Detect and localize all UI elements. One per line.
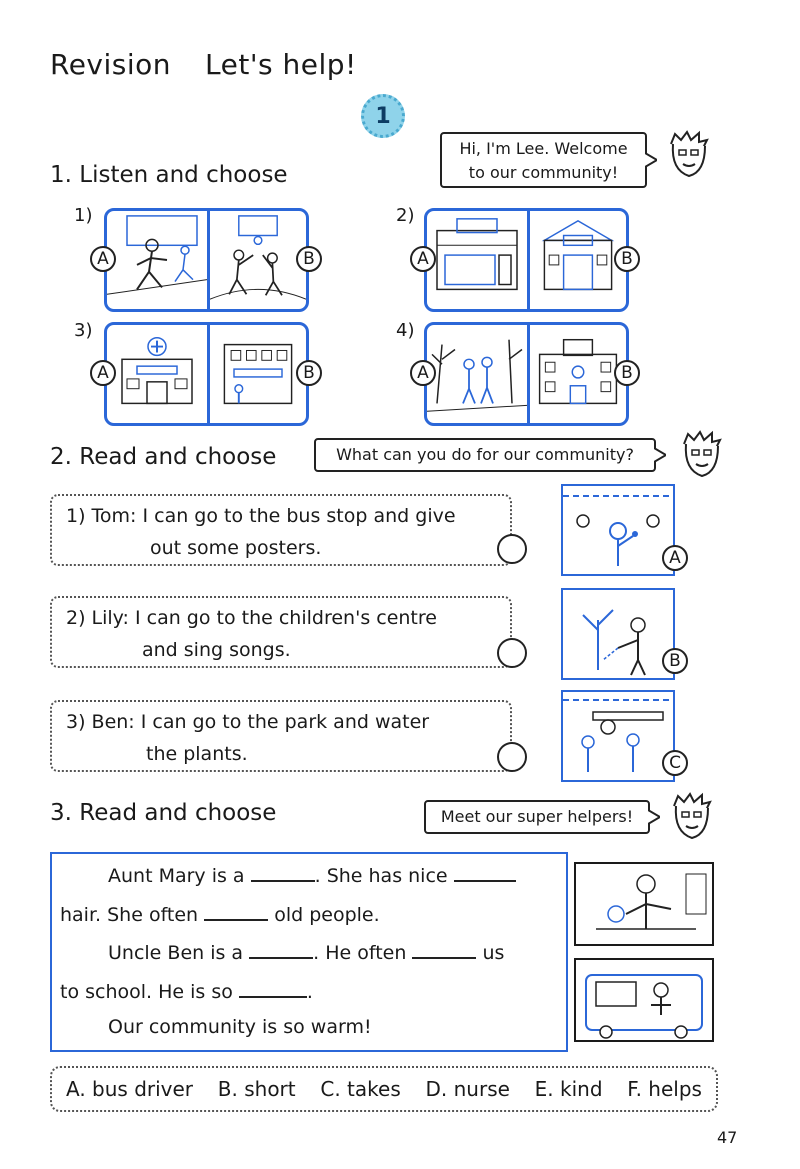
- section3-title: 3. Read and choose: [50, 800, 277, 826]
- greeting-line2: to our community!: [468, 163, 619, 182]
- listen-item1-option-b[interactable]: [296, 246, 322, 272]
- boy-face-icon: [665, 130, 713, 178]
- bus-driver-photo: [574, 958, 714, 1042]
- park-picture: [427, 325, 527, 423]
- bubble-tail-icon: [648, 810, 660, 824]
- picture-c-label: [662, 750, 688, 776]
- option-label: A: [97, 249, 109, 269]
- bubble-tail-icon: [654, 448, 666, 462]
- option-label: A: [417, 249, 429, 269]
- watering-picture: [563, 590, 673, 678]
- listen-item2-pictures: [424, 208, 629, 312]
- basketball-picture: [210, 211, 306, 309]
- story-text: to school. He is so: [60, 981, 233, 1003]
- option-label: B: [303, 249, 315, 269]
- read-item1-answer[interactable]: [497, 534, 527, 564]
- listen-item1-number: 1): [74, 205, 93, 226]
- page-number: 47: [717, 1128, 738, 1147]
- option-label: B: [303, 363, 315, 383]
- picture-a: [561, 484, 675, 576]
- blank-3[interactable]: [204, 901, 268, 921]
- read-item3-answer[interactable]: [497, 742, 527, 772]
- singing-picture: [563, 486, 673, 574]
- listen-item4-number: 4): [396, 320, 415, 341]
- section3-bubble-text: Meet our super helpers!: [440, 807, 634, 826]
- story-line3: [108, 939, 504, 964]
- listen-item3-option-b[interactable]: [296, 360, 322, 386]
- read-item3-line2: the plants.: [146, 743, 248, 765]
- section2-title: 2. Read and choose: [50, 444, 277, 470]
- section3-bubble: [424, 800, 650, 834]
- option-label: B: [621, 249, 633, 269]
- story-box: [50, 852, 568, 1052]
- story-line4: [60, 978, 313, 1003]
- nurse-photo: [574, 862, 714, 946]
- nurse-picture: [576, 864, 712, 944]
- listen-item4-option-a[interactable]: [410, 360, 436, 386]
- page-title: [50, 48, 357, 81]
- hospital-picture: [107, 325, 207, 423]
- choice-a[interactable]: A. bus driver: [66, 1077, 194, 1101]
- title-lets-help: Let's help!: [205, 48, 357, 81]
- blank-1[interactable]: [251, 862, 315, 882]
- listen-item3-pictures: [104, 322, 309, 426]
- story-text: . She has nice: [314, 865, 448, 887]
- listen-item2-option-a[interactable]: [410, 246, 436, 272]
- option-label: A: [97, 363, 109, 383]
- story-text: .: [306, 981, 313, 1003]
- story-text: hair. She often: [60, 904, 199, 926]
- story-line1: [108, 862, 516, 887]
- section1-title: 1. Listen and choose: [50, 162, 288, 188]
- blank-2[interactable]: [454, 862, 516, 882]
- community-centre-picture: [210, 325, 306, 423]
- choice-c[interactable]: C. takes: [320, 1077, 401, 1101]
- read-item1-line2: out some posters.: [150, 537, 322, 559]
- section2-bubble: [314, 438, 656, 472]
- picture-b: [561, 588, 675, 680]
- picture-a-label: [662, 545, 688, 571]
- choice-b[interactable]: B. short: [217, 1077, 296, 1101]
- listen-item1-option-a[interactable]: [90, 246, 116, 272]
- school-picture: [530, 325, 626, 423]
- blank-5[interactable]: [412, 939, 476, 959]
- story-text: us: [482, 942, 505, 964]
- bubble-tail-icon: [645, 153, 657, 167]
- running-picture: [107, 211, 207, 309]
- unit-badge: [361, 94, 405, 138]
- picture-b-label: [662, 648, 688, 674]
- listen-item3-option-a[interactable]: [90, 360, 116, 386]
- picture-label: A: [669, 548, 681, 568]
- section2-bubble-text: What can you do for our community?: [336, 445, 634, 464]
- choice-f[interactable]: F. helps: [627, 1077, 702, 1101]
- unit-number: 1: [375, 103, 391, 129]
- listen-item1-pictures: [104, 208, 309, 312]
- choice-d[interactable]: D. nurse: [425, 1077, 510, 1101]
- story-text: old people.: [274, 904, 380, 926]
- blank-6[interactable]: [239, 978, 307, 998]
- picture-label: B: [669, 651, 681, 671]
- greeting-line1: Hi, I'm Lee. Welcome: [459, 139, 628, 158]
- boy-face-icon: [678, 430, 726, 478]
- read-item1-line1: 1) Tom: I can go to the bus stop and give: [66, 505, 456, 527]
- read-item3-line1: 3) Ben: I can go to the park and water: [66, 711, 430, 733]
- option-label: B: [621, 363, 633, 383]
- choice-e[interactable]: E. kind: [534, 1077, 603, 1101]
- read-item2: [50, 596, 512, 668]
- story-line2: [60, 901, 380, 926]
- read-item3: [50, 700, 512, 772]
- bus-stop-picture: [563, 692, 673, 780]
- listen-item3-number: 3): [74, 320, 93, 341]
- listen-item2-number: 2): [396, 205, 415, 226]
- listen-item4-option-b[interactable]: [614, 360, 640, 386]
- boy-face-icon: [668, 792, 716, 840]
- story-text: . He often: [313, 942, 407, 964]
- blank-4[interactable]: [249, 939, 313, 959]
- supermarket-picture: [427, 211, 527, 309]
- option-label: A: [417, 363, 429, 383]
- bus-driver-picture: [576, 960, 712, 1040]
- read-item2-line1: 2) Lily: I can go to the children's centre: [66, 607, 437, 629]
- read-item1: [50, 494, 512, 566]
- story-text: Aunt Mary is a: [108, 865, 245, 887]
- story-text: Uncle Ben is a: [108, 942, 244, 964]
- listen-item2-option-b[interactable]: [614, 246, 640, 272]
- picture-label: C: [669, 753, 681, 773]
- story-line5: Our community is so warm!: [108, 1016, 372, 1038]
- title-revision: Revision: [50, 48, 172, 81]
- read-item2-line2: and sing songs.: [142, 639, 291, 661]
- greeting-bubble: [440, 132, 647, 188]
- picture-c: [561, 690, 675, 782]
- word-bank: [50, 1066, 718, 1112]
- listen-item4-pictures: [424, 322, 629, 426]
- museum-picture: [530, 211, 626, 309]
- read-item2-answer[interactable]: [497, 638, 527, 668]
